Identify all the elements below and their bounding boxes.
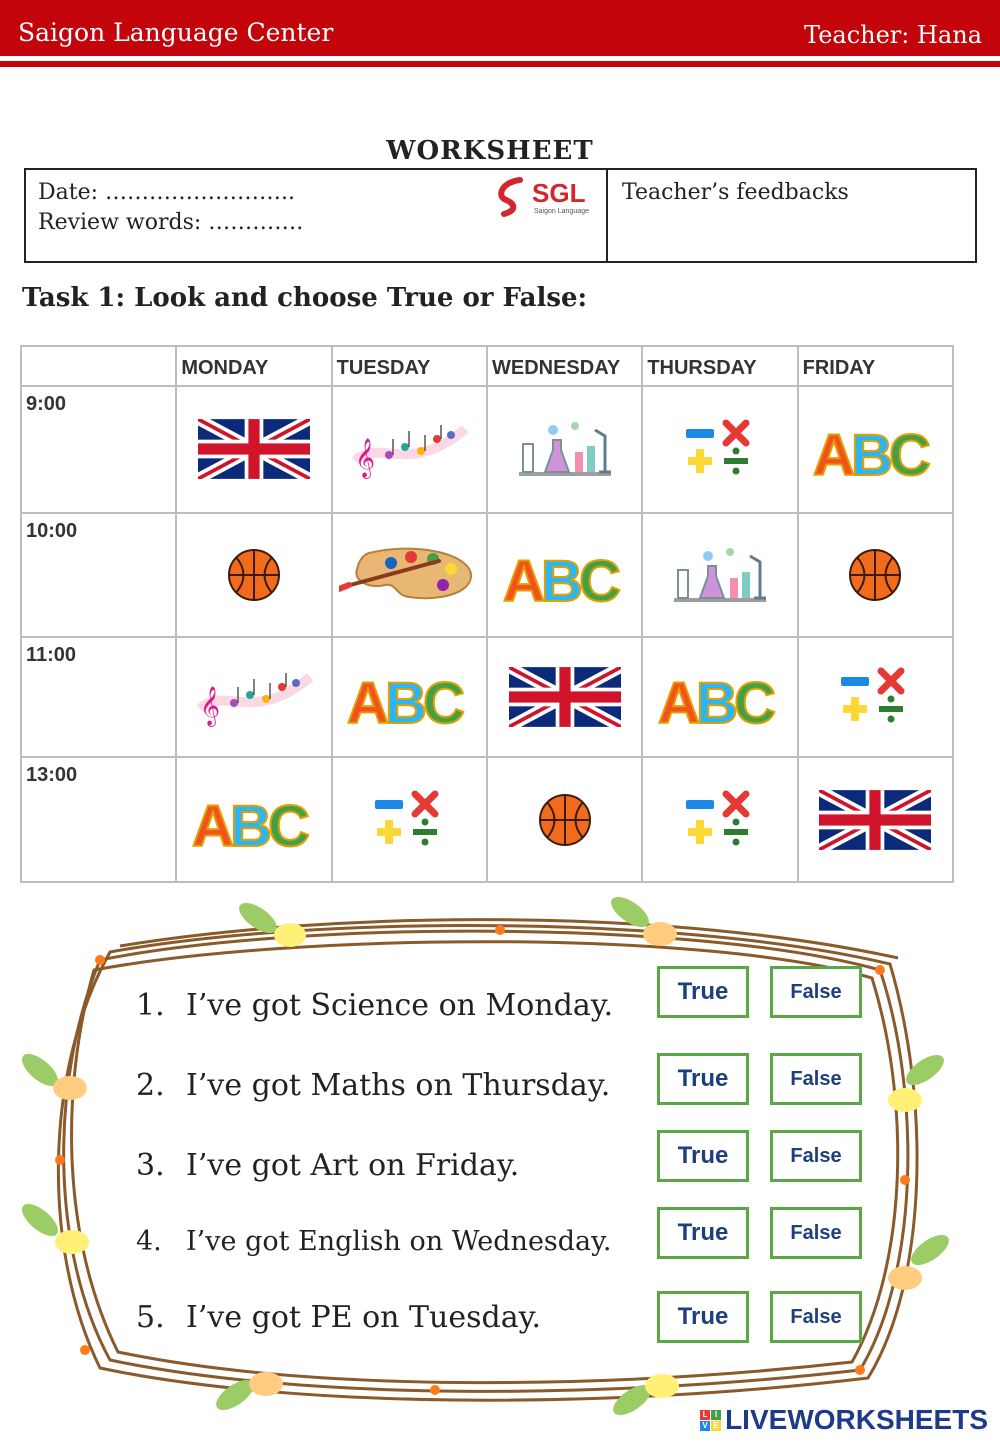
- task-title: Task 1: Look and choose True or False:: [22, 283, 588, 313]
- timetable-row: [21, 757, 953, 882]
- svg-text:C: C: [889, 423, 932, 482]
- time-cell: 13:00: [21, 757, 176, 882]
- basketball-icon: [226, 564, 282, 583]
- music-notes-icon: [349, 438, 469, 479]
- timetable-cell: [798, 637, 953, 757]
- question-number: 5.: [136, 1300, 165, 1335]
- svg-text:B: B: [385, 671, 428, 730]
- timetable: [20, 345, 954, 883]
- question-sentence: I’ve got PE on Tuesday.: [186, 1300, 542, 1335]
- abc-letters-icon: [501, 548, 629, 607]
- sgl-swirl-icon: [492, 174, 532, 218]
- timetable-cell: [487, 513, 642, 638]
- question-sentence: I’ve got Art on Friday.: [186, 1148, 520, 1183]
- timetable-row: [21, 386, 953, 513]
- timetable-header-row: [21, 346, 953, 386]
- question-text: [136, 988, 613, 1023]
- svg-text:C: C: [423, 671, 466, 730]
- svg-text:C: C: [733, 671, 776, 730]
- timetable-cell: [332, 637, 487, 757]
- header-bar: [0, 0, 1000, 56]
- teacher-feedback-label: Teacher’s feedbacks: [622, 180, 849, 205]
- science-lab-icon: [668, 564, 772, 583]
- time-cell: 9:00: [21, 386, 176, 513]
- svg-text:A: A: [657, 671, 700, 730]
- timetable-cell: [642, 386, 797, 513]
- false-button[interactable]: False: [770, 1053, 862, 1105]
- false-button[interactable]: False: [770, 1291, 862, 1343]
- timetable-cell: [798, 513, 953, 638]
- question-sentence: I’ve got Maths on Thursday.: [186, 1068, 611, 1103]
- sgl-logo: [492, 174, 600, 220]
- basketball-icon: [537, 809, 593, 828]
- day-header: THURSDAY: [642, 346, 797, 386]
- true-button[interactable]: True: [657, 1207, 749, 1259]
- timetable-cell: [176, 757, 331, 882]
- timetable-cell: [176, 513, 331, 638]
- true-button[interactable]: True: [657, 1291, 749, 1343]
- math-symbols-icon: [837, 687, 913, 706]
- svg-text:B: B: [229, 793, 272, 852]
- true-button[interactable]: True: [657, 1053, 749, 1105]
- day-header: MONDAY: [176, 346, 331, 386]
- question-text: [136, 1148, 519, 1183]
- time-cell: 10:00: [21, 513, 176, 638]
- paint-palette-icon: [339, 564, 479, 583]
- center-name: Saigon Language Center: [18, 18, 334, 47]
- question-text: [136, 1300, 541, 1335]
- timetable-cell: [176, 386, 331, 513]
- liveworksheets-logo[interactable]: [700, 1402, 988, 1438]
- day-header: FRIDAY: [798, 346, 953, 386]
- svg-text:𝄞: 𝄞: [355, 438, 376, 479]
- timetable-cell: [332, 757, 487, 882]
- false-button[interactable]: False: [770, 1130, 862, 1182]
- question-number: 2.: [136, 1068, 165, 1103]
- math-symbols-icon: [682, 809, 758, 828]
- day-header: WEDNESDAY: [487, 346, 642, 386]
- true-button[interactable]: True: [657, 1130, 749, 1182]
- timetable-cell: [798, 386, 953, 513]
- timetable-cell: [176, 637, 331, 757]
- timetable-cell: [642, 757, 797, 882]
- false-button[interactable]: False: [770, 966, 862, 1018]
- worksheet-title: WORKSHEET: [386, 136, 594, 166]
- uk-flag-icon: [198, 439, 310, 458]
- corner-cell: [21, 346, 176, 386]
- teacher-name: Teacher: Hana: [804, 21, 982, 49]
- info-left-panel: [26, 170, 608, 261]
- svg-text:C: C: [578, 548, 621, 607]
- liveworksheets-mark-icon: L I V E: [700, 1410, 721, 1431]
- math-symbols-icon: [682, 439, 758, 458]
- svg-text:B: B: [695, 671, 738, 730]
- abc-letters-icon: [656, 671, 784, 730]
- timetable-row: [21, 513, 953, 638]
- review-words-line: Review words: ………….: [38, 210, 304, 235]
- svg-text:B: B: [851, 423, 894, 482]
- date-line: Date: ……………………..: [38, 180, 296, 205]
- music-notes-icon: [194, 686, 314, 727]
- timetable-cell: [332, 386, 487, 513]
- svg-text:A: A: [502, 548, 545, 607]
- logo-subtitle: Saigon Language: [534, 208, 589, 215]
- science-lab-icon: [513, 439, 617, 458]
- question-sentence: I’ve got English on Wednesday.: [186, 1226, 612, 1257]
- timetable-row: [21, 637, 953, 757]
- svg-text:𝄞: 𝄞: [199, 686, 221, 727]
- abc-letters-icon: [190, 793, 318, 852]
- uk-flag-icon: [509, 687, 621, 706]
- svg-text:C: C: [267, 793, 310, 852]
- timetable-cell: [798, 757, 953, 882]
- question-number: 1.: [136, 988, 165, 1023]
- time-cell: 11:00: [21, 637, 176, 757]
- question-sentence: I’ve got Science on Monday.: [186, 988, 614, 1023]
- basketball-icon: [847, 564, 903, 583]
- timetable-cell: [642, 513, 797, 638]
- uk-flag-icon: [819, 809, 931, 828]
- timetable-cell: [332, 513, 487, 638]
- svg-text:A: A: [347, 671, 390, 730]
- abc-letters-icon: [345, 671, 473, 730]
- true-button[interactable]: True: [657, 966, 749, 1018]
- question-number: 4.: [136, 1226, 162, 1257]
- timetable-cell: [487, 757, 642, 882]
- question-text: [136, 1068, 610, 1103]
- svg-text:B: B: [540, 548, 583, 607]
- timetable-cell: [487, 637, 642, 757]
- day-header: TUESDAY: [332, 346, 487, 386]
- timetable-cell: [642, 637, 797, 757]
- math-symbols-icon: [371, 809, 447, 828]
- question-text: [136, 1226, 611, 1257]
- header-divider: [0, 61, 1000, 67]
- question-number: 3.: [136, 1148, 165, 1183]
- liveworksheets-brand: LIVEWORKSHEETS: [725, 1404, 988, 1435]
- false-button[interactable]: False: [770, 1207, 862, 1259]
- timetable-cell: [487, 386, 642, 513]
- svg-text:A: A: [191, 793, 234, 852]
- svg-text:A: A: [813, 423, 856, 482]
- info-box: [24, 168, 977, 263]
- logo-text: SGL: [532, 178, 586, 208]
- abc-letters-icon: [811, 423, 939, 482]
